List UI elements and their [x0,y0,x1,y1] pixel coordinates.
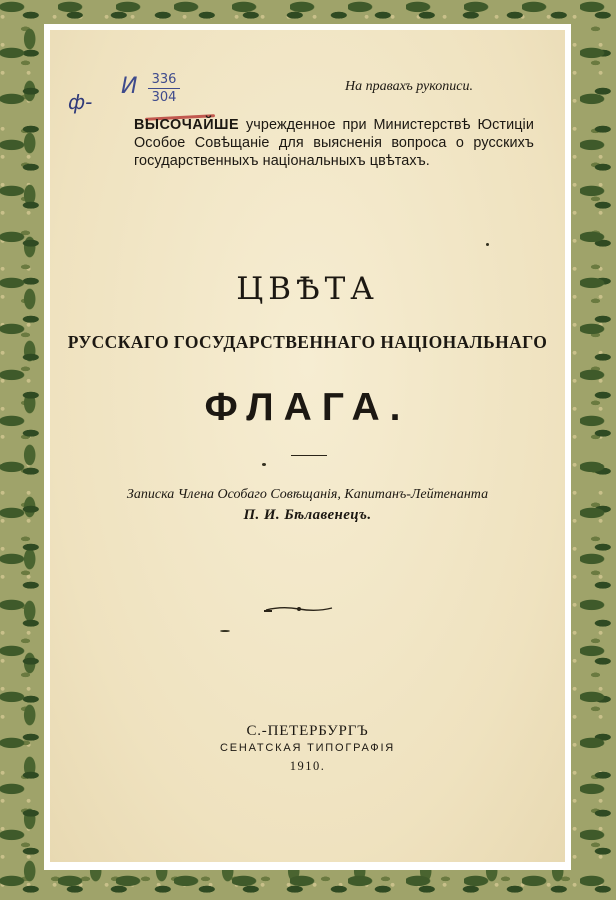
title-flag: ФЛАГА. [204,386,411,429]
ink-fleck [262,463,266,466]
divider-rule [291,455,327,456]
title-subtitle: РУССКАГО ГОСУДАРСТВЕННАГО НАЦІОНАЛЬНАГО [67,332,548,352]
ink-stamp-mark: ф- [68,90,93,114]
author-name: П. И. Бѣлавенецъ. [243,507,372,523]
intro-paragraph [134,116,534,170]
shelfmark-numerator: 336 [151,72,177,87]
ornament-flourish-icon [264,604,334,614]
imprint-year: 1910. [289,759,326,773]
shelfmark-number [148,72,180,105]
intro-lead: ВЫСОЧАЙШЕ [134,117,240,133]
author-note: Записка Члена Особаго Совѣщанія, Капитанъ-Лейтенанта [126,487,489,502]
imprint-press: СЕНАТСКАЯ ТИПОГРАФІЯ [219,742,396,754]
shelfmark-letter: И [121,74,139,99]
title-main: ЦВѢТА [236,271,379,307]
imprint-city: С.-ПЕТЕРБУРГЪ [246,723,369,739]
shelfmark-divider [148,88,180,89]
intro-body: учрежденное при Министерствѣ Юстиціи Особое Совѣщаніе для выясненія вопроса о русскихъ государственныхъ національныхъ цвѣтахъ. [134,117,534,169]
ink-fleck [220,630,230,632]
title-page [50,30,565,862]
shelfmark-denominator: 304 [151,90,177,105]
rights-notice: На правахъ рукописи. [345,79,473,94]
ink-fleck [486,243,489,246]
